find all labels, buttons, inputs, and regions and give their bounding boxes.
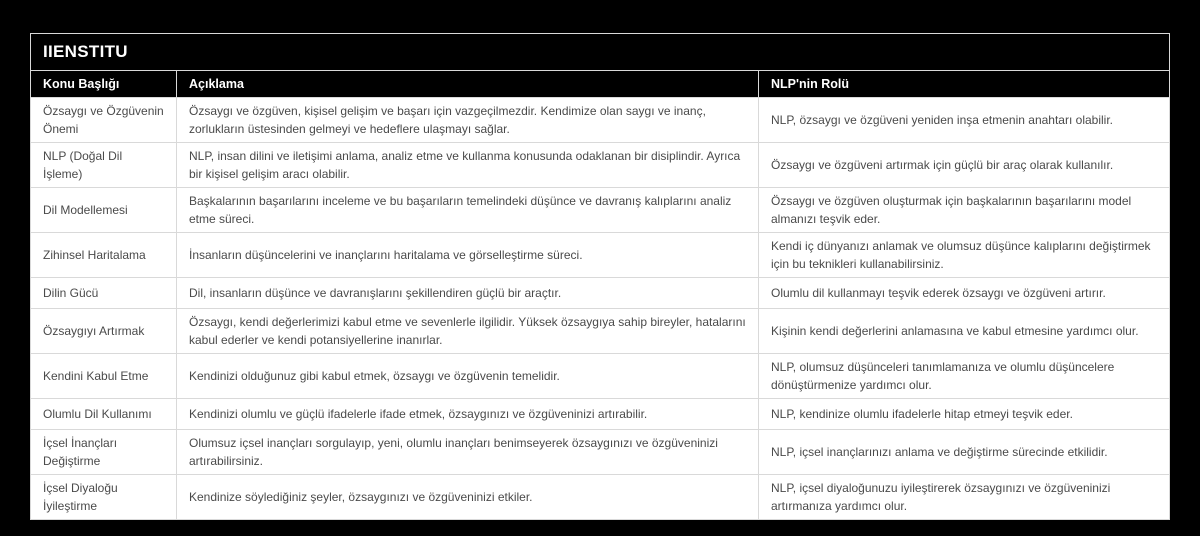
topic-cell: Zihinsel Haritalama: [31, 233, 177, 278]
description-cell: Kendinize söylediğiniz şeyler, özsaygınızı ve özgüveninizi etkiler.: [177, 475, 759, 520]
table-row: [31, 278, 1170, 309]
topic-cell: Dil Modellemesi: [31, 188, 177, 233]
page-title: IIENSTITU: [43, 42, 128, 61]
description-cell: Kendinizi olumlu ve güçlü ifadelerle ifade etmek, özsaygınızı ve özgüveninizi artırabilir.: [177, 399, 759, 430]
role-cell: Özsaygı ve özgüveni artırmak için güçlü bir araç olarak kullanılır.: [759, 143, 1170, 188]
topic-cell: NLP (Doğal Dil İşleme): [31, 143, 177, 188]
role-cell: NLP, kendinize olumlu ifadelerle hitap etmeyi teşvik eder.: [759, 399, 1170, 430]
role-cell: Özsaygı ve özgüven oluşturmak için başkalarının başarılarını model almanızı teşvik eder.: [759, 188, 1170, 233]
table-row: [31, 475, 1170, 520]
table-row: [31, 430, 1170, 475]
topic-cell: Özsaygı ve Özgüvenin Önemi: [31, 98, 177, 143]
description-cell: Kendinizi olduğunuz gibi kabul etmek, özsaygı ve özgüvenin temelidir.: [177, 354, 759, 399]
table-row: [31, 399, 1170, 430]
description-cell: NLP, insan dilini ve iletişimi anlama, analiz etme ve kullanma konusunda odaklanan bir disiplindir. Ayrıca bir kişisel gelişim aracı olabilir.: [177, 143, 759, 188]
nlp-topics-table: [30, 70, 1170, 520]
content-table-card: [30, 33, 1170, 520]
role-cell: Kendi iç dünyanızı anlamak ve olumsuz düşünce kalıplarını değiştirmek için bu teknikleri kullanabilirsiniz.: [759, 233, 1170, 278]
description-cell: Dil, insanların düşünce ve davranışlarını şekillendiren güçlü bir araçtır.: [177, 278, 759, 309]
role-cell: NLP, içsel diyaloğunuzu iyileştirerek özsaygınızı ve özgüveninizi artırmanıza yardımcı olur.: [759, 475, 1170, 520]
column-header-topic: Konu Başlığı: [31, 71, 177, 98]
role-cell: Kişinin kendi değerlerini anlamasına ve kabul etmesine yardımcı olur.: [759, 309, 1170, 354]
table-row: [31, 309, 1170, 354]
topic-cell: Özsaygıyı Artırmak: [31, 309, 177, 354]
description-cell: Başkalarının başarılarını inceleme ve bu başarıların temelindeki düşünce ve davranış kalıplarını analiz etme süreci.: [177, 188, 759, 233]
role-cell: NLP, olumsuz düşünceleri tanımlamanıza ve olumlu düşüncelere dönüştürmenize yardımcı olur.: [759, 354, 1170, 399]
table-header-row: [31, 71, 1170, 98]
topic-cell: Dilin Gücü: [31, 278, 177, 309]
table-row: [31, 233, 1170, 278]
table-row: [31, 98, 1170, 143]
topic-cell: İçsel İnançları Değiştirme: [31, 430, 177, 475]
column-header-role: NLP'nin Rolü: [759, 71, 1170, 98]
table-row: [31, 354, 1170, 399]
role-cell: Olumlu dil kullanmayı teşvik ederek özsaygı ve özgüveni artırır.: [759, 278, 1170, 309]
description-cell: İnsanların düşüncelerini ve inançlarını haritalama ve görselleştirme süreci.: [177, 233, 759, 278]
column-header-description: Açıklama: [177, 71, 759, 98]
table-row: [31, 188, 1170, 233]
title-bar: [30, 33, 1170, 71]
description-cell: Olumsuz içsel inançları sorgulayıp, yeni, olumlu inançları benimseyerek özsaygınızı ve özgüveninizi artırabilirsiniz.: [177, 430, 759, 475]
topic-cell: Olumlu Dil Kullanımı: [31, 399, 177, 430]
role-cell: NLP, içsel inançlarınızı anlama ve değiştirme sürecinde etkilidir.: [759, 430, 1170, 475]
topic-cell: İçsel Diyaloğu İyileştirme: [31, 475, 177, 520]
topic-cell: Kendini Kabul Etme: [31, 354, 177, 399]
description-cell: Özsaygı ve özgüven, kişisel gelişim ve başarı için vazgeçilmezdir. Kendimize olan saygı ve inanç, zorlukların üstesinden gelmeyi ve hedeflere ulaşmayı sağlar.: [177, 98, 759, 143]
table-row: [31, 143, 1170, 188]
role-cell: NLP, özsaygı ve özgüveni yeniden inşa etmenin anahtarı olabilir.: [759, 98, 1170, 143]
description-cell: Özsaygı, kendi değerlerimizi kabul etme ve sevenlerle ilgilidir. Yüksek özsaygıya sahip bireyler, hatalarını kabul ederler ve kendi potansiyellerine inanırlar.: [177, 309, 759, 354]
